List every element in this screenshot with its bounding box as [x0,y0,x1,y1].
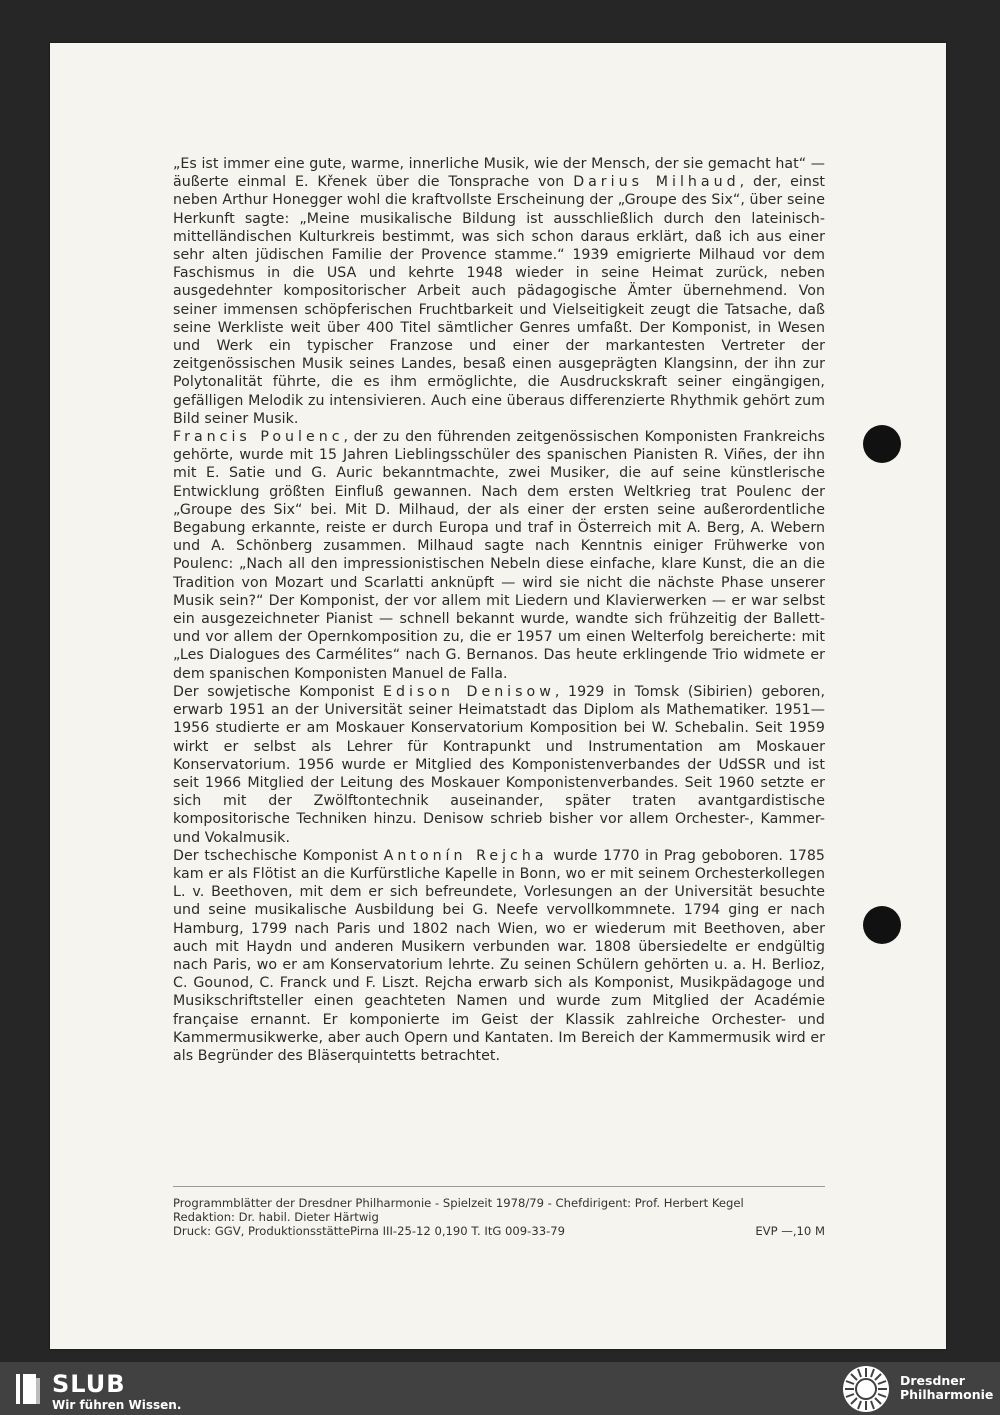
philharmonie-name[interactable] [900,1374,993,1402]
composer-name: Darius Milhaud [573,174,740,191]
imprint-line [173,1210,825,1224]
punch-hole [863,906,901,944]
philharmonie-line1: Dresdner [900,1373,965,1388]
text: , der zu den führenden zeitgenössischen Komponisten Frankreichs gehörte, wurde mit 15 Jahren Lieblingsschüler des spanischen Pianisten R. Viñes, der ihn mit E. Satie und G. Auric bekanntmachte, zwei Musiker, die auf seine künstlerische Entwicklung größten Einfluß gewannen. Nach dem ersten Weltkrieg trat Poulenc der „Groupe des Six“ bei. Mit D. Milhaud, der als einer der ersten seine außerordentliche Begabung erkannte, reiste er durch Europa und traf in Österreich mit A. Berg, A. Webern und A. Schönberg zusammen. Milhaud sagte nach Kenntnis einiger Frühwerke von Poulenc: „Nach all den impressionistischen Nebeln diese einfache, klare Kunst, die an die Tradition von Mozart und Scarlatti anknüpft — wird sie nicht die nächste Phase unserer Musik sein?“ Der Komponist, der vor allem mit Liedern und Klavierwerken — er war selbst ein ausgezeichneter Pianist — schnell bekannt wurde, wandte sich frühzeitig der Ballett- und vor allem der Opernkomposition zu, die er 1957 um einen Welterfolg bereicherte: mit „Les Dialogues des Carmélites“ nach G. Bernanos. Das heute erklingende Trio widmete er dem spanischen Komponisten Manuel de Falla. [173,429,825,682]
imprint-price: EVP —,10 M [755,1224,825,1238]
text: , 1929 in Tomsk (Sibirien) geboren, erwarb 1951 an der Universität seiner Heimatstadt das Diplom als Mathematiker. 1951—1956 studierte er am Moskauer Konservatorium Komposition bei W. Schebalin. Seit 1959 wirkt er selbst als Lehrer für Kontrapunkt und Instrumentation am Moskauer Konservatorium. 1956 wurde er Mitglied des Komponistenverbandes der UdSSR und ist seit 1966 Mitglied der Leitung des Moskauer Komponistenverbandes. Seit 1960 setzte er sich mit der Zwölftontechnik auseinander, später traten avantgardistische kompositorische Techniken hinzu. Denisow schrieb bisher vor allem Orchester-, Kammer- und Vokalmusik. [173,683,826,846]
slub-tagline: Wir führen Wissen. [52,1398,182,1412]
slub-book-icon[interactable] [14,1372,42,1406]
text: Der sowjetische Komponist [173,683,375,700]
philharmonie-line2: Philharmonie [900,1387,994,1402]
composer-name: Edison Denisow [382,683,555,700]
text: Der tschechische Komponist [173,847,378,864]
paragraph-poulenc [173,428,825,683]
divider [173,1186,825,1187]
slub-name[interactable]: SLUB [52,1370,126,1398]
composer-name: Francis Poulenc [173,429,344,446]
imprint-line [173,1224,825,1238]
text: , der, einst neben Arthur Honegger wohl die kraftvollste Erscheinung der „Groupe des Six“, über seine Herkunft sagte: „Meine musikalische Bildung ist ausschließlich durch den lateinisch-mittelländischen Kulturkreis bestimmt, was sich schon daraus erklärt, daß ich aus einer sehr alten jüdischen Familie der Provence stamme.“ 1939 emigrierte Milhaud vor dem Faschismus in die USA und kehrte 1948 wieder in seine Heimat zurück, neben ausgedehnter kompositorischer Arbeit auch pädagogische Ämter übernehmend. Von seiner immensen schöpferischen Fruchtbarkeit und Vielseitigkeit zeugt die Tatsache, daß seine Werkliste weit über 400 Titel sämtlicher Genres umfaßt. Der Komponist, in Wesen und Werk ein typischer Franzose und einer der markantesten Vertreter der zeitgenössischen Musik seines Landes, besaß einen ausgeprägten Klangsinn, der ihn zur Polytonalität führte, die es ihm ermöglichte, die Ausdruckskraft seiner eingängigen, gefälligen Melodik zu intensivieren. Auch eine überaus differenzierte Rhythmik gehört zum Bild seiner Musik. [173,174,826,427]
footer-bar [0,1362,1000,1415]
text: wurde 1770 in Prag geboboren. 1785 kam er als Flötist an die Kurfürstliche Kapelle in Bonn, wo er mit seinem Orchesterkollegen L. v. Beethoven, mit dem er sich befreundete, Vorlesungen an der Universität besuchte und seine musikalische Ausbildung bei G. Neefe vervollkommnete. 1794 ging er nach Hamburg, 1799 nach Paris und 1802 nach Wien, wo er wiederum mit Beethoven, aber auch mit Haydn und anderen Musikern verbunden war. 1808 übersiedelte er endgültig nach Paris, wo er am Konservatorium lehrte. Zu seinen Schülern gehörten u. a. H. Berlioz, C. Gounod, C. Franck und F. Liszt. Rejcha erwarb sich als Komponist, Musikpädagoge und Musikschriftsteller einen geachteten Namen und wurde zum Mitglied der Académie française ernannt. Er komponierte im Geist der Klassik zahlreiche Orchester- und Kammermusikwerke, aber auch Opern und Kantaten. Im Bereich der Kammermusik wird er als Begründer des Bläserquintetts betrachtet. [173,847,825,1064]
imprint-print: Druck: GGV, ProduktionsstättePirna III-25-12 0,190 T. ItG 009-33-79 [173,1224,566,1238]
paragraph-milhaud [173,155,825,428]
article-body [173,155,825,1065]
philharmonie-sun-icon[interactable] [842,1365,890,1413]
paragraph-denisow [173,683,825,847]
paragraph-rejcha [173,847,825,1065]
text: „Es ist immer eine gute, warme, innerliche Musik, wie der Mensch, der sie gemacht hat“ — äußerte einmal E. Křenek über die Tonsprache von [173,156,825,191]
imprint-line [173,1196,825,1210]
punch-hole [863,425,901,463]
composer-name: Antonín Rejcha [383,847,548,864]
imprint-publisher: Programmblätter der Dresdner Philharmonie - Spielzeit 1978/79 - Chefdirigent: Prof. Herbert Kegel [173,1196,744,1210]
imprint [173,1196,825,1238]
imprint-editor: Redaktion: Dr. habil. Dieter Härtwig [173,1210,379,1224]
